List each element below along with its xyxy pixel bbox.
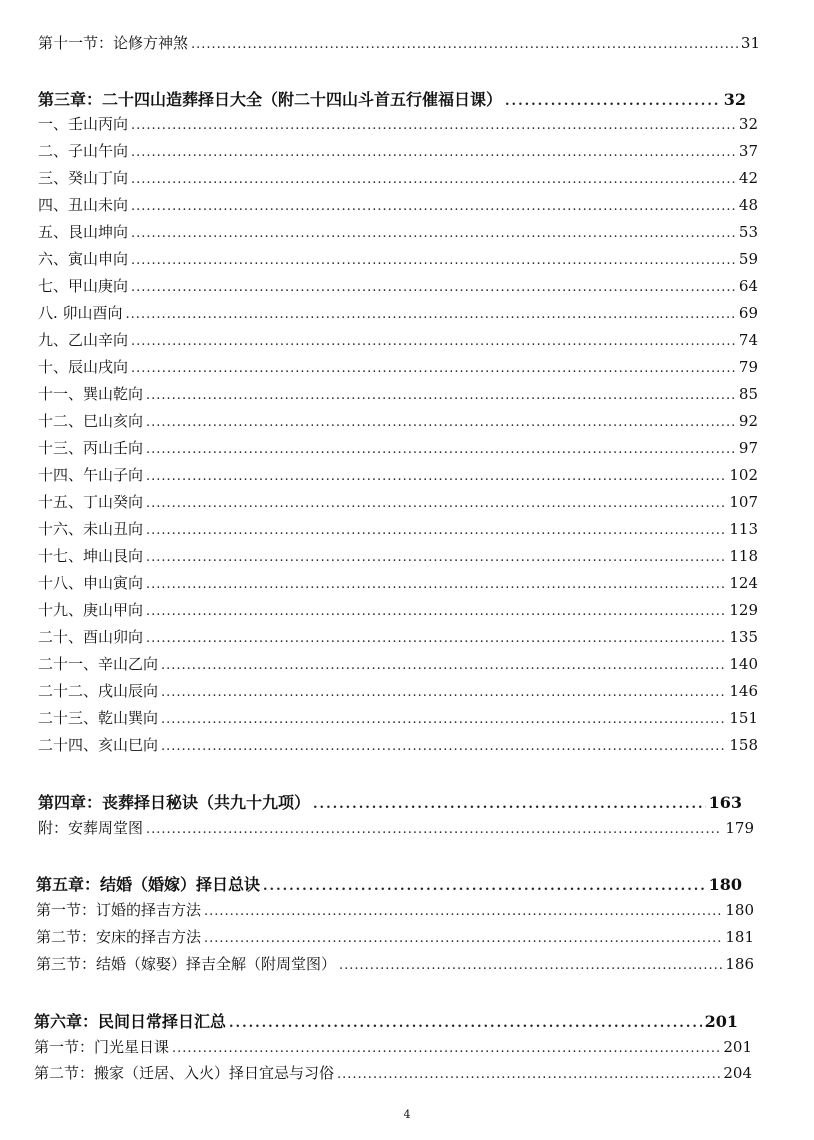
toc-entry: [38, 734, 758, 760]
toc-entry-page: 53: [738, 223, 758, 241]
chapter-page: 163: [708, 793, 742, 812]
toc-entry-title: 五、艮山坤向: [38, 223, 129, 241]
toc-entry: [38, 599, 758, 625]
toc-entry-title: 二十四、亥山巳向: [38, 736, 159, 754]
dot-leader: [161, 712, 726, 727]
toc-entry-title: 四、丑山未向: [38, 196, 129, 214]
toc-entry-page: 59: [738, 250, 758, 268]
toc-entry-title: 七、甲山庚向: [38, 277, 129, 295]
toc-entry-page: 180: [725, 901, 754, 919]
toc-entry-page: 79: [738, 358, 758, 376]
toc-entry: [38, 545, 758, 571]
toc-entry: [38, 113, 758, 139]
toc-entry: [36, 899, 754, 925]
dot-leader: [146, 388, 736, 403]
toc-entry-title: 六、寅山申向: [38, 250, 129, 268]
toc-entry: [38, 572, 758, 598]
dot-leader: [131, 334, 736, 349]
dot-leader: [146, 577, 726, 592]
toc-entry-title: 九、乙山辛向: [38, 331, 129, 349]
toc-entry-title: 第二节：搬家（迁居、入火）择日宜忌与习俗: [34, 1064, 335, 1082]
chapter-heading: [38, 87, 746, 113]
chapter-title: 第五章：结婚（婚嫁）择日总诀: [36, 875, 261, 894]
toc-entry: [38, 32, 760, 58]
dot-leader: [131, 199, 736, 214]
toc-entry-page: 140: [729, 655, 758, 673]
toc-entry-title: 附：安葬周堂图: [38, 819, 144, 837]
dot-leader: [131, 172, 736, 187]
toc-entry: [38, 626, 758, 652]
toc-entry-page: 64: [738, 277, 758, 295]
dot-leader: [313, 797, 706, 812]
toc-entry-page: 181: [725, 928, 754, 946]
chapter-heading: [38, 790, 742, 816]
dot-leader: [204, 904, 722, 919]
toc-entry-page: 85: [738, 385, 758, 403]
toc-entry-page: 146: [729, 682, 758, 700]
toc-entry: [36, 926, 754, 952]
chapter-title: 第四章：丧葬择日秘诀（共九十九项）: [38, 793, 311, 812]
toc-entry: [38, 653, 758, 679]
dot-leader: [131, 118, 736, 133]
toc-entry: [38, 437, 758, 463]
dot-leader: [146, 415, 736, 430]
toc-entry-page: 92: [738, 412, 758, 430]
chapter-page: 201: [704, 1012, 738, 1031]
toc-entry: [38, 194, 758, 220]
dot-leader: [131, 253, 736, 268]
dot-leader: [146, 822, 722, 837]
toc-entry: [38, 680, 758, 706]
dot-leader: [161, 685, 726, 700]
dot-leader: [337, 1067, 720, 1082]
toc-entry-title: 一、壬山丙向: [38, 115, 129, 133]
toc-entry: [38, 275, 758, 301]
chapter-heading: [36, 872, 742, 898]
dot-leader: [146, 496, 726, 511]
toc-entry: [38, 383, 758, 409]
toc-entry: [38, 167, 758, 193]
toc-entry-page: 151: [729, 709, 758, 727]
dot-leader: [505, 94, 721, 109]
toc-entry-page: 113: [729, 520, 758, 538]
toc-entry-title: 第二节：安床的择吉方法: [36, 928, 202, 946]
toc-entry-title: 二十三、乾山巽向: [38, 709, 159, 727]
toc-entry-page: 158: [729, 736, 758, 754]
toc-entry: [36, 953, 754, 979]
toc-entry: [38, 410, 758, 436]
toc-entry-page: 204: [723, 1064, 752, 1082]
chapter-title: 第三章：二十四山造葬择日大全（附二十四山斗首五行催福日课）: [38, 90, 503, 109]
dot-leader: [131, 226, 736, 241]
dot-leader: [204, 931, 722, 946]
toc-entry: [34, 1036, 752, 1062]
toc-entry: [38, 817, 754, 843]
toc-entry-title: 二十一、辛山乙向: [38, 655, 159, 673]
toc-entry: [38, 491, 758, 517]
dot-leader: [126, 307, 736, 322]
toc-entry-title: 十五、丁山癸向: [38, 493, 144, 511]
toc-entry-title: 二、子山午向: [38, 142, 129, 160]
toc-entry-title: 三、癸山丁向: [38, 169, 129, 187]
toc-entry-title: 十九、庚山甲向: [38, 601, 144, 619]
toc-entry-page: 37: [738, 142, 758, 160]
dot-leader: [339, 958, 722, 973]
dot-leader: [191, 37, 738, 52]
toc-entry-title: 十三、丙山壬向: [38, 439, 144, 457]
chapter-heading: [34, 1009, 738, 1035]
toc-entry-page: 48: [738, 196, 758, 214]
toc-entry: [38, 518, 758, 544]
toc-entry-title: 十七、坤山艮向: [38, 547, 144, 565]
toc-entry-title: 十四、午山子向: [38, 466, 144, 484]
toc-entry: [38, 356, 758, 382]
toc-entry-page: 135: [729, 628, 758, 646]
toc-entry-page: 107: [729, 493, 758, 511]
dot-leader: [172, 1041, 720, 1056]
toc-entry-page: 31: [740, 34, 760, 52]
toc-entry-page: 129: [729, 601, 758, 619]
toc-entry-page: 32: [738, 115, 758, 133]
toc-entry-page: 118: [729, 547, 758, 565]
toc-entry-title: 第一节：门光星日课: [34, 1038, 170, 1056]
dot-leader: [161, 658, 726, 673]
toc-entry-title: 二十二、戌山辰向: [38, 682, 159, 700]
toc-entry-page: 42: [738, 169, 758, 187]
dot-leader: [131, 145, 736, 160]
toc-entry-title: 十、辰山戌向: [38, 358, 129, 376]
page-number: 4: [403, 1108, 411, 1121]
toc-entry-page: 69: [738, 304, 758, 322]
dot-leader: [146, 631, 726, 646]
toc-entry: [38, 221, 758, 247]
toc-entry-page: 124: [729, 574, 758, 592]
dot-leader: [146, 523, 726, 538]
chapter-page: 180: [708, 875, 742, 894]
toc-entry: [38, 140, 758, 166]
toc-entry-page: 97: [738, 439, 758, 457]
toc-entry-title: 第十一节：论修方神煞: [38, 34, 189, 52]
dot-leader: [146, 604, 726, 619]
dot-leader: [131, 361, 736, 376]
toc-entry-title: 二十、酉山卯向: [38, 628, 144, 646]
toc-entry-title: 十六、未山丑向: [38, 520, 144, 538]
toc-entry-title: 十一、巽山乾向: [38, 385, 144, 403]
toc-entry: [38, 248, 758, 274]
toc-entry: [34, 1062, 752, 1088]
toc-entry-page: 179: [725, 819, 754, 837]
toc-entry-page: 74: [738, 331, 758, 349]
dot-leader: [263, 879, 706, 894]
toc-entry: [38, 329, 758, 355]
dot-leader: [161, 739, 726, 754]
dot-leader: [229, 1016, 702, 1031]
dot-leader: [146, 469, 726, 484]
toc-entry: [38, 302, 758, 328]
dot-leader: [146, 442, 736, 457]
toc-entry-title: 十八、申山寅向: [38, 574, 144, 592]
dot-leader: [146, 550, 726, 565]
toc-entry-title: 第三节：结婚（嫁娶）择吉全解（附周堂图）: [36, 955, 337, 973]
chapter-title: 第六章：民间日常择日汇总: [34, 1012, 227, 1031]
toc-entry-page: 201: [723, 1038, 752, 1056]
toc-entry: [38, 464, 758, 490]
toc-entry-title: 十二、巳山亥向: [38, 412, 144, 430]
toc-entry-title: 八. 卯山酉向: [38, 304, 123, 322]
toc-entry-page: 102: [729, 466, 758, 484]
dot-leader: [131, 280, 736, 295]
toc-entry-page: 186: [725, 955, 754, 973]
toc-entry: [38, 707, 758, 733]
chapter-page: 32: [723, 90, 746, 109]
toc-entry-title: 第一节：订婚的择吉方法: [36, 901, 202, 919]
